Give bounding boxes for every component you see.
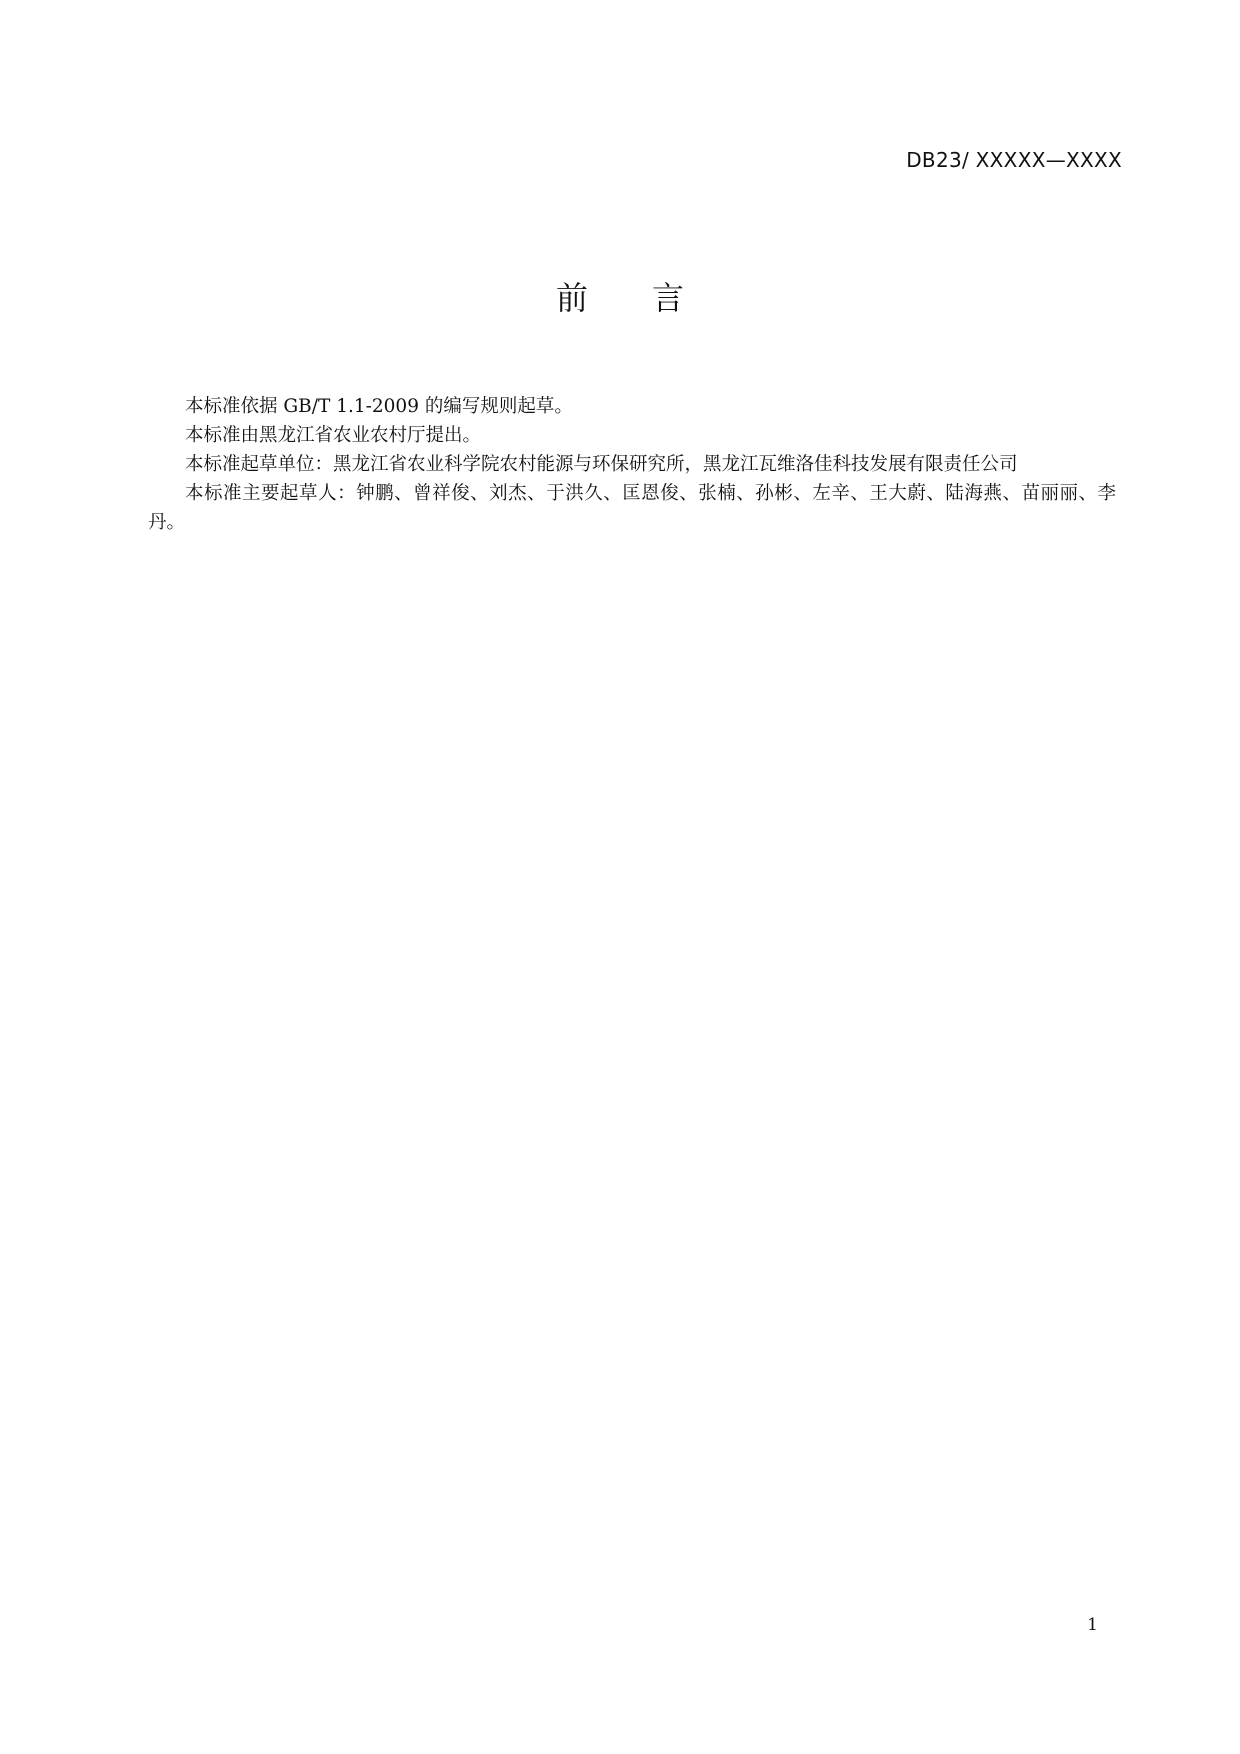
paragraph-proposer: 本标准由黑龙江省农业农村厅提出。 bbox=[185, 425, 482, 446]
page-number: 1 bbox=[1087, 1615, 1098, 1635]
section-title: 前 言 bbox=[555, 279, 684, 317]
standard-code: DB23/ XXXXX—XXXX bbox=[906, 148, 1122, 172]
paragraph-drafters: 本标准主要起草人：钟鹏、曾祥俊、刘杰、于洪久、匡恩俊、张楠、孙彬、左辛、王大蔚、陆海燕、苗丽丽、李丹。 bbox=[148, 483, 1116, 533]
paragraph-drafting-units: 本标准起草单位：黑龙江省农业科学院农村能源与环保研究所，黑龙江瓦维洛佳科技发展有限责任公司 bbox=[185, 454, 1018, 475]
paragraph-drafting-rules: 本标准依据 GB/T 1.1-2009 的编写规则起草。 bbox=[185, 396, 573, 417]
foreword-body bbox=[148, 392, 1116, 537]
